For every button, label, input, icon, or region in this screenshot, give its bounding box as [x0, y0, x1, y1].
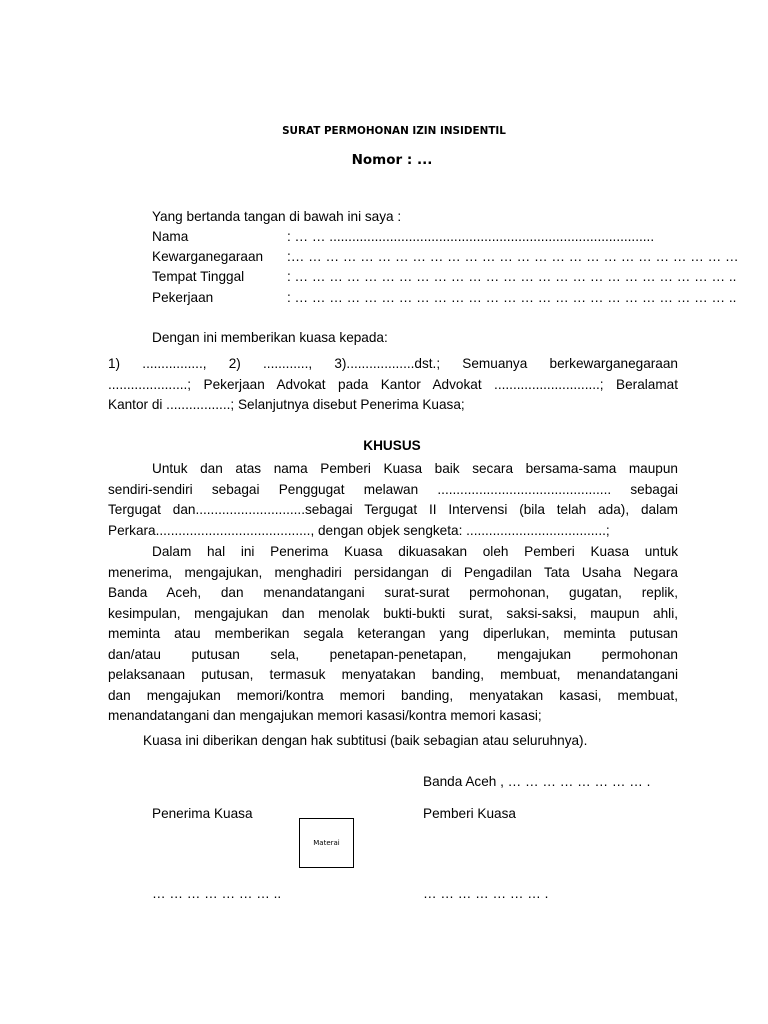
paragraph-line: 1) ................, 2) ............, 3)..................dst.; Semuanya berkewarganegaraan [108, 356, 678, 371]
identity-label: Tempat Tinggal [152, 269, 245, 284]
penerima-kuasa-label: Penerima Kuasa [152, 806, 253, 821]
identity-value: : … … … … … … … … … … … … … … … … … … … … … … … … … .. [287, 269, 737, 284]
place-date: Banda Aceh , … … … … … … … … . [423, 774, 651, 789]
identity-value: :… … … … … … … … … … … … … … … … … … … … … … … … … … [287, 249, 739, 264]
paragraph-2 [108, 542, 678, 727]
paragraph-line: menerima, mengajukan, menghadiri persidangan di Pengadilan Tata Usaha Negara [108, 564, 678, 580]
paragraph-line: Perkara........................................., dengan objek sengketa: .....................................; [108, 522, 610, 538]
paragraph-line: pelaksanaan putusan, termasuk menyatakan banding, membuat, menandatangani [108, 667, 678, 682]
kuasa-intro: Dengan ini memberikan kuasa kepada: [152, 330, 388, 345]
paragraph-line: kesimpulan, mengajukan dan menolak bukti-bukti surat, saksi-saksi, maupun ahli, [108, 605, 678, 621]
paragraph-line: menandatangani dan mengajukan memori kasasi/kontra memori kasasi; [108, 708, 542, 723]
penerima-signature-line: … … … … … … … .. [152, 886, 282, 901]
paragraph-line: sendiri-sendiri sebagai Penggugat melawan .............................................. sebagai [108, 481, 678, 497]
section-heading-khusus: KHUSUS [363, 438, 421, 453]
materai-label: Materai [313, 839, 340, 847]
identity-label: Nama [152, 229, 189, 244]
paragraph-3: Kuasa ini diberikan dengan hak subtitusi (baik sebagian atau seluruhnya). [143, 733, 588, 748]
intro-text: Yang bertanda tangan di bawah ini saya : [152, 209, 402, 224]
paragraph-1 [108, 459, 678, 541]
materai-stamp-box [299, 818, 354, 868]
pemberi-kuasa-label: Pemberi Kuasa [423, 806, 516, 821]
identity-label: Kewarganegaraan [152, 249, 264, 264]
document-number: Nomor : ... [351, 152, 433, 168]
kuasa-paragraph [108, 354, 678, 416]
paragraph-line: .....................; Pekerjaan Advokat pada Kantor Advokat ............................; Beralamat [108, 376, 678, 392]
paragraph-line: Kantor di .................; Selanjutnya disebut Penerima Kuasa; [108, 397, 465, 412]
pemberi-signature-line: … … … … … … … . [423, 886, 549, 901]
paragraph-line: Banda Aceh, dan menandatangani surat-surat permohonan, gugatan, replik, [108, 585, 678, 600]
paragraph-line: Dalam hal ini Penerima Kuasa dikuasakan oleh Pemberi Kuasa untuk [152, 544, 678, 559]
document-title: SURAT PERMOHONAN IZIN INSIDENTIL [282, 125, 506, 137]
paragraph-line: Untuk dan atas nama Pemberi Kuasa baik secara bersama-sama maupun [152, 461, 678, 476]
identity-value: : … … … … … … … … … … … … … … … … … … … … … … … … … .. [287, 290, 737, 305]
paragraph-line: dan/atau putusan sela, penetapan-penetapan, mengajukan permohonan [108, 646, 678, 662]
paragraph-line: Tergugat dan.............................sebagai Tergugat II Intervensi (bila telah ada), dalam [108, 502, 678, 517]
identity-value: : … … ...................................................................................... [287, 229, 655, 244]
paragraph-line: dan mengajukan memori/kontra memori banding, menyatakan kasasi, membuat, [108, 687, 678, 703]
identity-label: Pekerjaan [152, 290, 214, 305]
paragraph-line: meminta atau memberikan segala keterangan yang diperlukan, meminta putusan [108, 626, 678, 641]
